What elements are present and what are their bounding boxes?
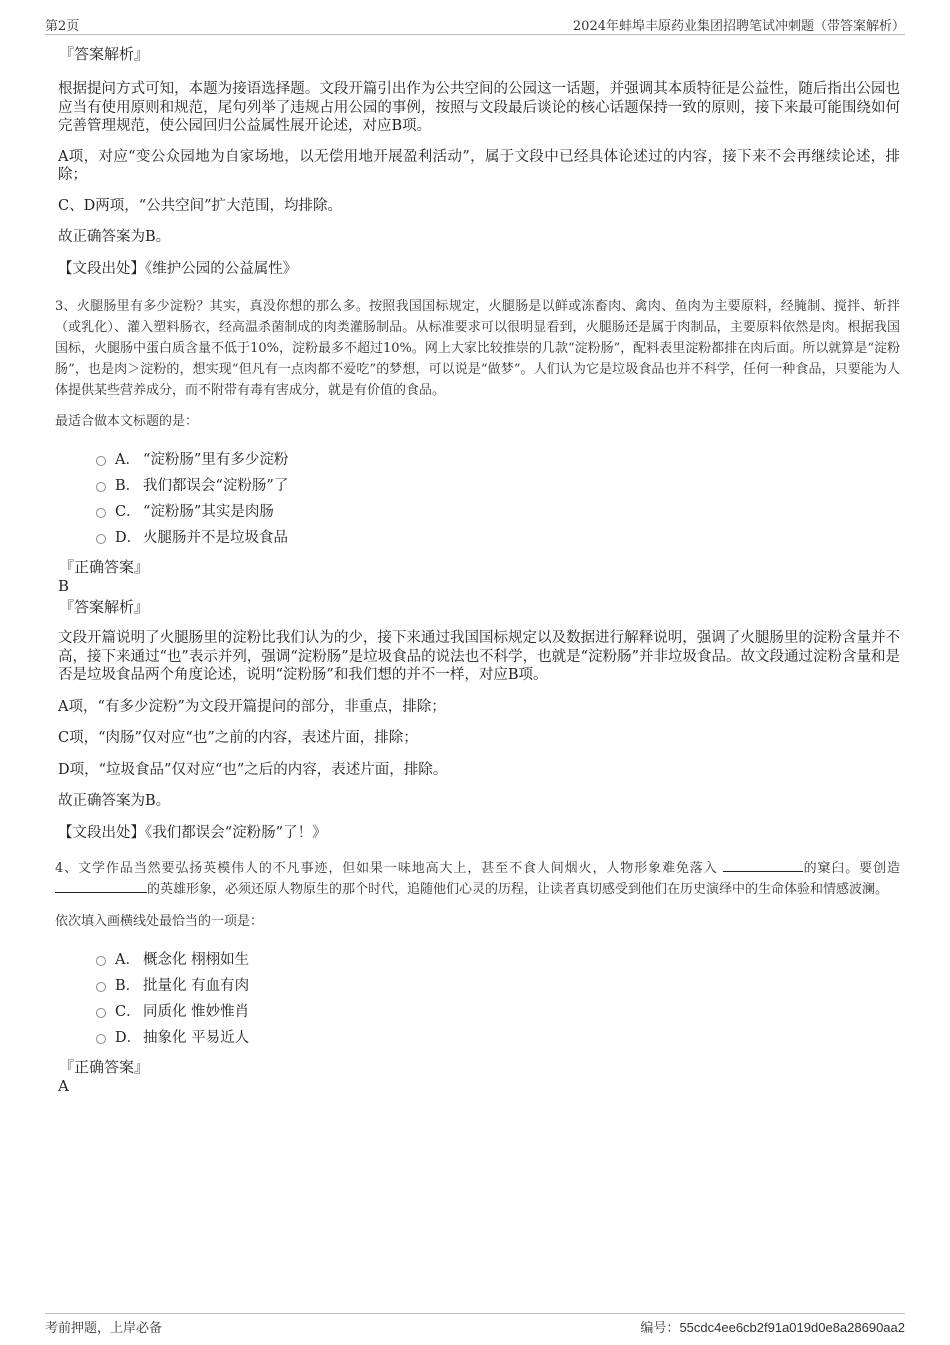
q2-analysis-para-1: 根据提问方式可知，本题为接语选择题。文段开篇引出作为公共空间的公园这一话题，并强调其本质特征是公益性，随后指出公园也应当有使用原则和规范，尾句列举了违规占用公园的事例，按照与文段最后谈论的核心话题保持一致的原则，接下来最可能围绕如何完善管理规范，使公园回归公益属性展开论述，对应B项。 [58,81,900,134]
q3-option-d[interactable] [55,525,900,551]
q3-analysis-para-2: A项，“有多少淀粉”为文段开篇提问的部分，非重点，排除； [58,698,446,715]
code-value: 55cdc4ee6cb2f91a019d0e8a28690aa2 [679,1320,905,1335]
page-footer [45,1313,905,1336]
option-text: “淀粉肠”其实是肉肠 [143,504,274,520]
q2-analysis-label: 『答案解析』 [59,45,150,63]
option-text: 火腿肠并不是垃圾食品 [143,530,288,546]
option-letter: D． [115,530,142,546]
q3-prompt: 最适合做本文标题的是： [55,414,199,429]
document-title: 2024年蚌埠丰原药业集团招聘笔试冲刺题（带答案解析） [572,19,905,34]
page-number: 第2页 [45,19,80,34]
option-letter: C． [115,504,141,520]
q3-analysis-label: 『答案解析』 [59,598,150,616]
radio-icon[interactable] [96,508,106,518]
q4-options [55,947,900,1051]
q2-analysis-para-3: C、D两项，“公共空间”扩大范围，均排除。 [58,197,343,214]
radio-icon[interactable] [96,534,106,544]
radio-icon[interactable] [96,1034,106,1044]
option-letter: B． [115,978,141,994]
option-letter: A． [115,952,140,968]
q3-analysis-para-1: 文段开篇说明了火腿肠里的淀粉比我们认为的少，接下来通过我国国标规定以及数据进行解释说明，强调了火腿肠里的淀粉含量并不高，接下来通过“也”表示并列，强调“淀粉肠”是垃圾食品的说法也不科学，也就是“淀粉肠”并非垃圾食品。故文段通过淀粉含量和是否是垃圾食品两个角度论述，说明“淀粉肠”和我们想的并不一样，对应B项。 [58,630,900,683]
option-text: 同质化 惟妙惟肖 [143,1004,250,1020]
page-header [45,14,905,35]
option-letter: D． [115,1030,142,1046]
fill-blank-1 [723,858,803,872]
main-content [55,44,900,1095]
radio-icon[interactable] [96,1008,106,1018]
q2-analysis-conclusion: 故正确答案为B。 [58,229,171,245]
q4-option-a[interactable] [55,947,900,973]
option-text: 概念化 栩栩如生 [143,952,250,968]
code-label: 编号： [640,1321,680,1336]
option-text: “淀粉肠”里有多少淀粉 [143,452,289,468]
q3-analysis-para-3: C项，“肉肠”仅对应“也”之前的内容，表述片面，排除； [58,730,418,746]
q3-question-text: 3、火腿肠里有多少淀粉？其实，真没你想的那么多。按照我国国标规定，火腿肠是以鲜或冻畜肉、禽肉、鱼肉为主要原料，经腌制、搅拌、斩拌（或乳化）、灌入塑料肠衣，经高温杀菌制成的肉类灌肠制品。从标准要求可以很明显看到，火腿肠还是属于肉制品，主要原料依然是肉。根据我国国标，火腿肠中蛋白质含量不低于10%，淀粉最多不超过10%。网上大家比较推崇的几款“淀粉肠”，配料表里淀粉都排在肉后面。所以就算是“淀粉肠”，也是肉＞淀粉的，想实现“但凡有一点肉都不爱吃”的梦想，可以说是“做梦”。人们认为它是垃圾食品也并不科学，任何一种食品，只要能为人体提供某些营养成分，而不附带有毒有害成分，就是有价值的食品。 [55,299,900,398]
radio-icon[interactable] [96,982,106,992]
q3-analysis-para-4: D项，“垃圾食品”仅对应“也”之后的内容，表述片面，排除。 [58,761,448,778]
option-text: 我们都误会“淀粉肠”了 [143,478,289,494]
option-letter: A． [115,452,140,468]
radio-icon[interactable] [96,456,106,466]
q3-answer: B [58,577,70,595]
q4-prompt: 依次填入画横线处最恰当的一项是： [55,914,264,929]
radio-icon[interactable] [96,482,106,492]
radio-icon[interactable] [96,956,106,966]
q3-options [55,447,900,551]
q4-question-text [55,858,900,900]
option-letter: C． [115,1004,141,1020]
footer-slogan: 考前押题，上岸必备 [45,1321,163,1336]
document-code [640,1317,905,1336]
option-text: 批量化 有血有肉 [143,978,250,994]
q4-option-d[interactable] [55,1025,900,1051]
q3-analysis-conclusion: 故正确答案为B。 [58,793,171,809]
q2-source: 【文段出处】《维护公园的公益属性》 [58,260,298,277]
fill-blank-2 [55,879,147,893]
q4-answer: A [58,1077,69,1095]
q3-option-b[interactable] [55,473,900,499]
q4-text-part-1: 4、文学作品当然要弘扬英模伟人的不凡事迹，但如果一味地高大上，甚至不食人间烟火，人物形象难免落入 [55,861,718,876]
q4-option-b[interactable] [55,973,900,999]
q4-text-part-3: 的英雄形象，必须还原人物原生的那个时代，追随他们心灵的历程，让读者真切感受到他们在历史演绎中的生命体验和情感波澜。 [147,882,889,897]
option-letter: B． [115,478,141,494]
q4-text-part-2: 的窠臼。要创造 [802,861,900,876]
q3-option-c[interactable] [55,499,900,525]
q3-source: 【文段出处】《我们都误会“淀粉肠”了！》 [58,824,327,841]
q4-answer-label: 『正确答案』 [59,1058,150,1076]
q3-answer-label: 『正确答案』 [59,558,150,576]
q2-analysis-para-2: A项，对应“变公众园地为自家场地，以无偿用地开展盈利活动”，属于文段中已经具体论述过的内容，接下来不会再继续论述，排除； [58,148,900,183]
q3-option-a[interactable] [55,447,900,473]
option-text: 抽象化 平易近人 [143,1030,250,1046]
q4-option-c[interactable] [55,999,900,1025]
